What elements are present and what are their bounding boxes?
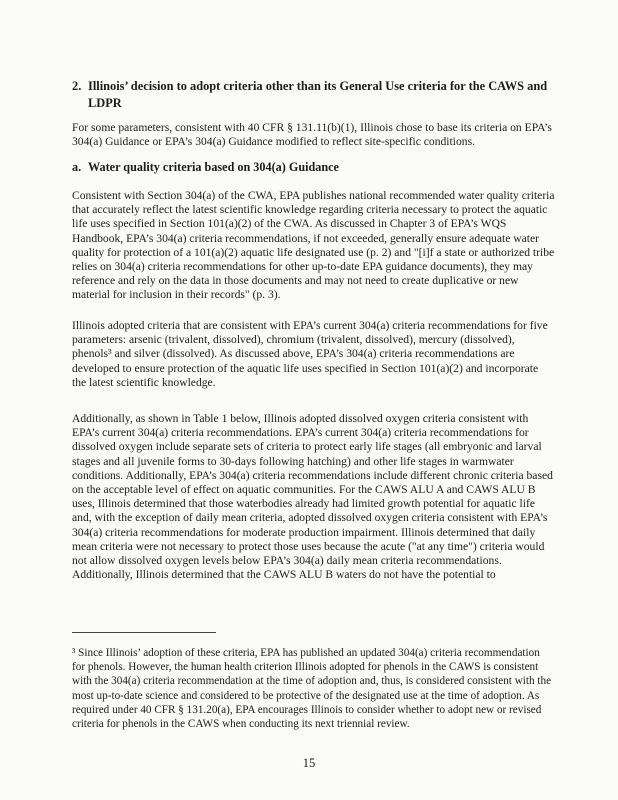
intro-paragraph: For some parameters, consistent with 40 CFR § 131.11(b)(1), Illinois chose to base its criteria on EPA’s 304(a) Guidance or EPA’s 304(a) Guidance modified to reflect site-specific conditions. (72, 121, 552, 149)
paragraph-304a-consistency: Consistent with Section 304(a) of the CWA, EPA publishes national recommended water quality criteria that accurately reflect the latest scientific knowledge regarding criteria necessary to protect the aquatic life uses specified in Section 101(a)(2) of the CWA. As discussed in Chapter 3 of EPA’s WQS Handbook, EPA’s 304(a) criteria recommendations, if not exceeded, generally ensure adequate water quality for protection of a 101(a)(2) aquatic life designated use (p. 2) and "[i]f a state or authorized tribe relies on 304(a) criteria recommendations for other up-to-date EPA guidance documents), they may reference and rely on the data in those documents and may not need to create duplicative or new material for inclusion in their records" (p. 3). (72, 189, 555, 302)
paragraph-five-parameters: Illinois adopted criteria that are consistent with EPA’s current 304(a) criteria recommendations for five parameters: arsenic (trivalent, dissolved), chromium (trivalent, dissolved), mercury (dissolved), phenols³ and silver (dissolved). As discussed above, EPA’s 304(a) criteria recommendations are developed to ensure protection of the aquatic life uses specified in Section 101(a)(2) and incorporate the latest scientific knowledge. (72, 319, 548, 389)
section-title-line2: LDPR (88, 96, 122, 110)
section-number: 2. (72, 79, 82, 93)
paragraph-dissolved-oxygen: Additionally, as shown in Table 1 below, Illinois adopted dissolved oxygen criteria consistent with EPA’s current 304(a) criteria recommendations. EPA’s current 304(a) criteria recommendations for dissolved oxygen include separate sets of criteria to protect early life stages (all embryonic and larval stages and all juvenile forms to 30-days following hatching) and other life stages in warmwater conditions. Additionally, EPA’s 304(a) criteria recommendations include different chronic criteria based on the acceptable level of effect on aquatic communities. For the CAWS ALU A and CAWS ALU B uses, Illinois determined that those waterbodies already had limited growth potential for aquatic life and, with the exception of daily mean criteria, adopted dissolved oxygen criteria consistent with EPA’s 304(a) criteria recommendations for moderate production impairment. Illinois determined that daily mean criteria were not necessary to protect those uses because the acute ("at any time") criteria would not allow dissolved oxygen levels below EPA’s 304(a) daily mean criteria recommendations. Additionally, Illinois determined that the CAWS ALU B waters do not have the potential to (72, 412, 553, 582)
footnote-divider (72, 632, 216, 633)
subsection-letter: a. (72, 160, 82, 174)
subsection-title: Water quality criteria based on 304(a) Guidance (88, 160, 339, 174)
subsection-heading (72, 159, 555, 176)
page-number: 15 (302, 756, 316, 770)
section-heading (72, 78, 555, 112)
footnote-3: ³ Since Illinois’ adoption of these criteria, EPA has published an updated 304(a) criteria recommendation for phenols. However, the human health criterion Illinois adopted for phenols in the CAWS is consistent with the 304(a) criteria recommendation at the time of adoption and, thus, is considered consistent with the most up-to-date science and considered to be protective of the designated use at the time of adoption. As required under 40 CFR § 131.20(a), EPA encourages Illinois to consider whether to adopt new or revised criteria for phenols in the CAWS when conducting its next triennial review. (72, 647, 552, 731)
section-title-line1: Illinois’ decision to adopt criteria other than its General Use criteria for the CAWS and (88, 79, 548, 93)
